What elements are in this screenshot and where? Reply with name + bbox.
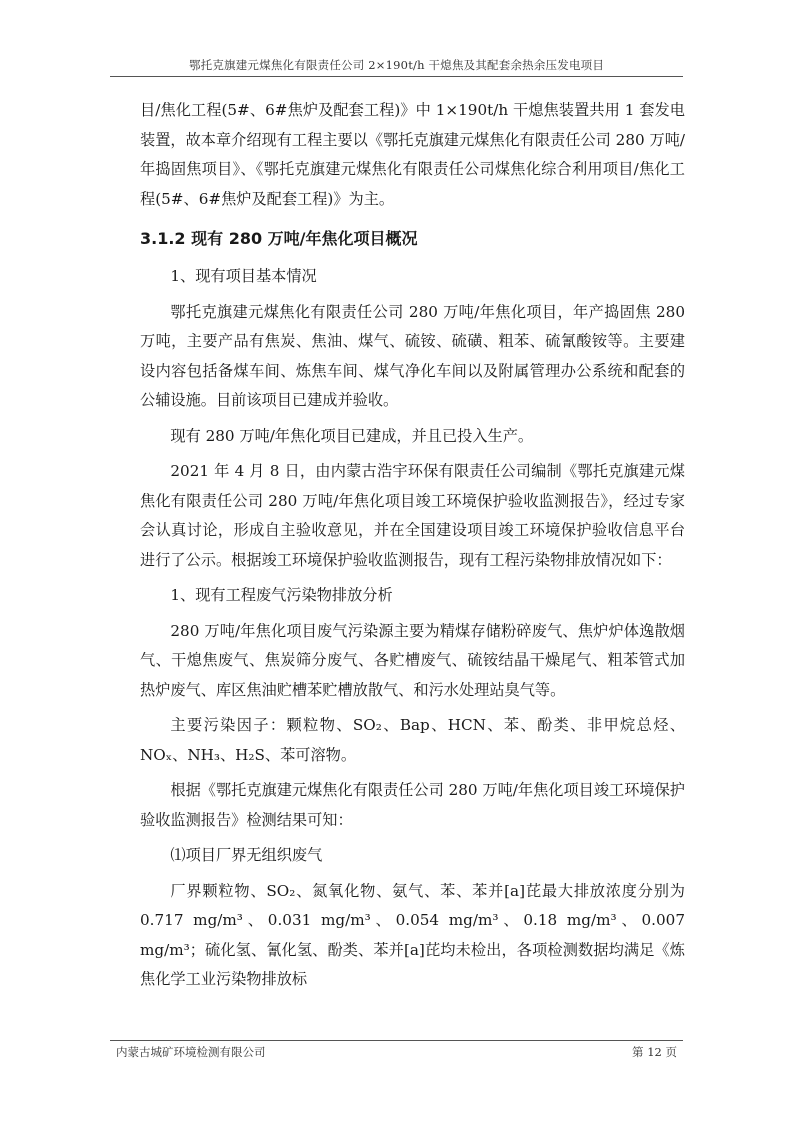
paragraph: 280 万吨/年焦化项目废气污染源主要为精煤存储粉碎废气、焦炉炉体逸散烟气、干熄焦废气、焦炭筛分废气、各贮槽废气、硫铵结晶干燥尾气、粗苯管式加热炉废气、库区焦油贮槽苯贮槽放散气、和污水处理站臭气等。 — [140, 621, 685, 699]
paragraph: 现有 280 万吨/年焦化项目已建成，并且已投入生产。 — [170, 426, 534, 445]
paragraph: 根据《鄂托克旗建元煤焦化有限责任公司 280 万吨/年焦化项目竣工环境保护验收监测报告》检测结果可知： — [140, 781, 685, 829]
document-body — [140, 96, 685, 1001]
footer-company: 内蒙古城矿环境检测有限公司 — [116, 1045, 266, 1059]
paragraph: 主要污染因子：颗粒物、SO₂、Bap、HCN、苯、酚类、非甲烷总烃、NOₓ、NH₃、H₂S、苯可溶物。 — [140, 716, 685, 764]
header-divider — [110, 76, 683, 77]
subsection-label: 1、现有工程废气污染物排放分析 — [170, 586, 393, 604]
section-heading: 3.1.2 现有 280 万吨/年焦化项目概况 — [140, 229, 418, 248]
paragraph: 鄂托克旗建元煤焦化有限责任公司 280 万吨/年焦化项目，年产捣固焦 280 万吨，主要产品有焦炭、焦油、煤气、硫铵、硫磺、粗苯、硫氰酸铵等。主要建设内容包括备煤车间、炼焦车间、煤气净化车间以及附属管理办公系统和配套的公辅设施。目前该项目已建成并验收。 — [140, 302, 685, 409]
subsection-label: 1、现有项目基本情况 — [170, 267, 317, 285]
paragraph: 2021 年 4 月 8 日，由内蒙古浩宇环保有限责任公司编制《鄂托克旗建元煤焦化有限责任公司 280 万吨/年焦化项目竣工环境保护验收监测报告》，经过专家会认真讨论，形成自主验收意见，并在全国建设项目竣工环境保护验收信息平台进行了公示。根据竣工环境保护验收监测报告，现有工程污染物排放情况如下： — [140, 462, 685, 569]
paragraph-continuation: 目/焦化工程(5#、6#焦炉及配套工程)》中 1×190t/h 干熄焦装置共用 1 套发电装置，故本章介绍现有工程主要以《鄂托克旗建元煤焦化有限责任公司 280 万吨/年捣固焦项目》、《鄂托克旗建元煤焦化有限责任公司煤焦化综合利用项目/焦化工程(5#、6#焦炉及配套工程)》为主。 — [140, 101, 685, 208]
page-header: 鄂托克旗建元煤焦化有限责任公司 2×190t/h 干熄焦及其配套余热余压发电项目 — [188, 58, 605, 72]
paragraph: 厂界颗粒物、SO₂、氮氧化物、氨气、苯、苯并[a]芘最大排放浓度分别为 0.717 mg/m³、0.031 mg/m³、0.054 mg/m³、0.18 mg/m³、0.007 mg/m³；硫化氢、氰化氢、酚类、苯并[a]芘均未检出，各项检测数据均满足《炼焦化学工业污染物排放标 — [140, 881, 685, 988]
footer-page-number: 第 12 页 — [632, 1045, 677, 1059]
subsection-label: ⑴项目厂界无组织废气 — [170, 846, 323, 864]
footer-divider — [110, 1040, 683, 1041]
